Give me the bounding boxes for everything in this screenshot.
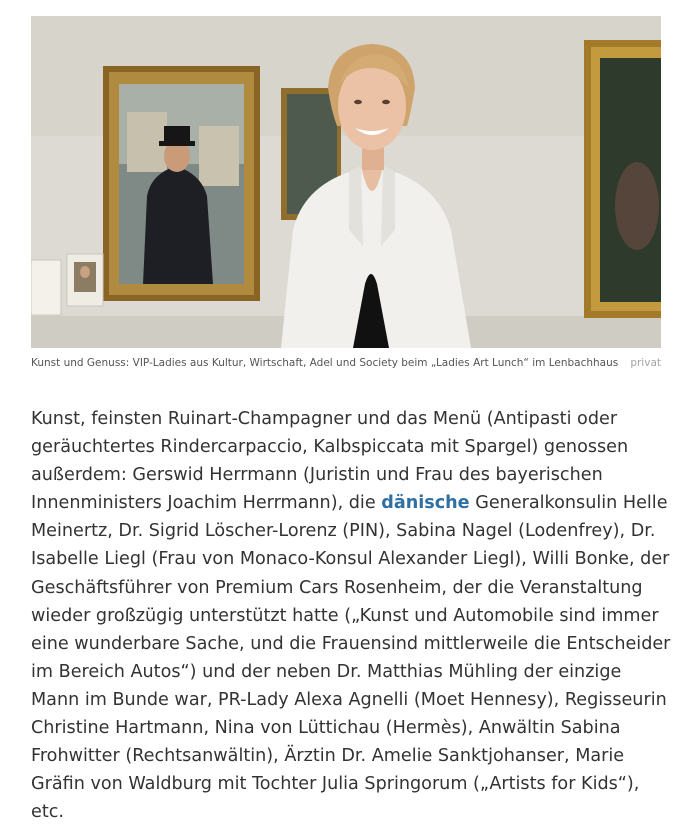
article-text-after-link: Generalkonsulin Helle Meinertz, Dr. Sigrid Löscher-Lorenz (PIN), Sabina Nagel (Lodenfrey), Dr. Isabelle Liegl (Frau von Monaco-Konsul Alexander Liegl), Willi Bonke, der Geschäftsführer von Premium Cars Rosenheim, der die Veranstaltung wieder großzügig unterstützt hatte („Kunst und Automobile sind immer eine wunderbare Sache, und die Frauensind mittlerweile die Entscheider im Bereich Autos“) und der neben Dr. Matthias Mühling der einzige Mann im Bunde war, PR-Lady Alexa Agnelli (Moet Hennesy), Regisseurin Christine Hartmann, Nina von Lüttichau (Hermès), Anwältin Sabina Frohwitter (Rechtsanwältin), Ärztin Dr. Amelie Sanktjohanser, Marie Gräfin von Waldburg mit Tochter Julia Springorum („Artists for Kids“), etc. (31, 493, 671, 823)
photo-credit: privat (630, 357, 661, 369)
painting-right (584, 40, 661, 318)
article-photo[interactable] (31, 16, 661, 348)
article-paragraph (31, 405, 671, 826)
small-framed-print (67, 254, 103, 306)
caption-text: Kunst und Genuss: VIP-Ladies aus Kultur, Wirtschaft, Adel und Society beim „Ladies Art Lunch“ im Lenbachhaus (31, 357, 619, 369)
article-text-before-link: Kunst, feinsten Ruinart-Champagner und das Menü (Antipasti oder geräuchtertes Rindercarpaccio, Kalbspiccata mit Spargel) genossen außerdem: Gerswid Herrmann (Juristin und Frau des bayerischen Innenministers Joachim Herrmann), die (31, 409, 629, 514)
daenische-link[interactable]: dänische (381, 493, 470, 514)
photo-caption (31, 355, 661, 371)
painting-portrait-man (103, 66, 260, 301)
